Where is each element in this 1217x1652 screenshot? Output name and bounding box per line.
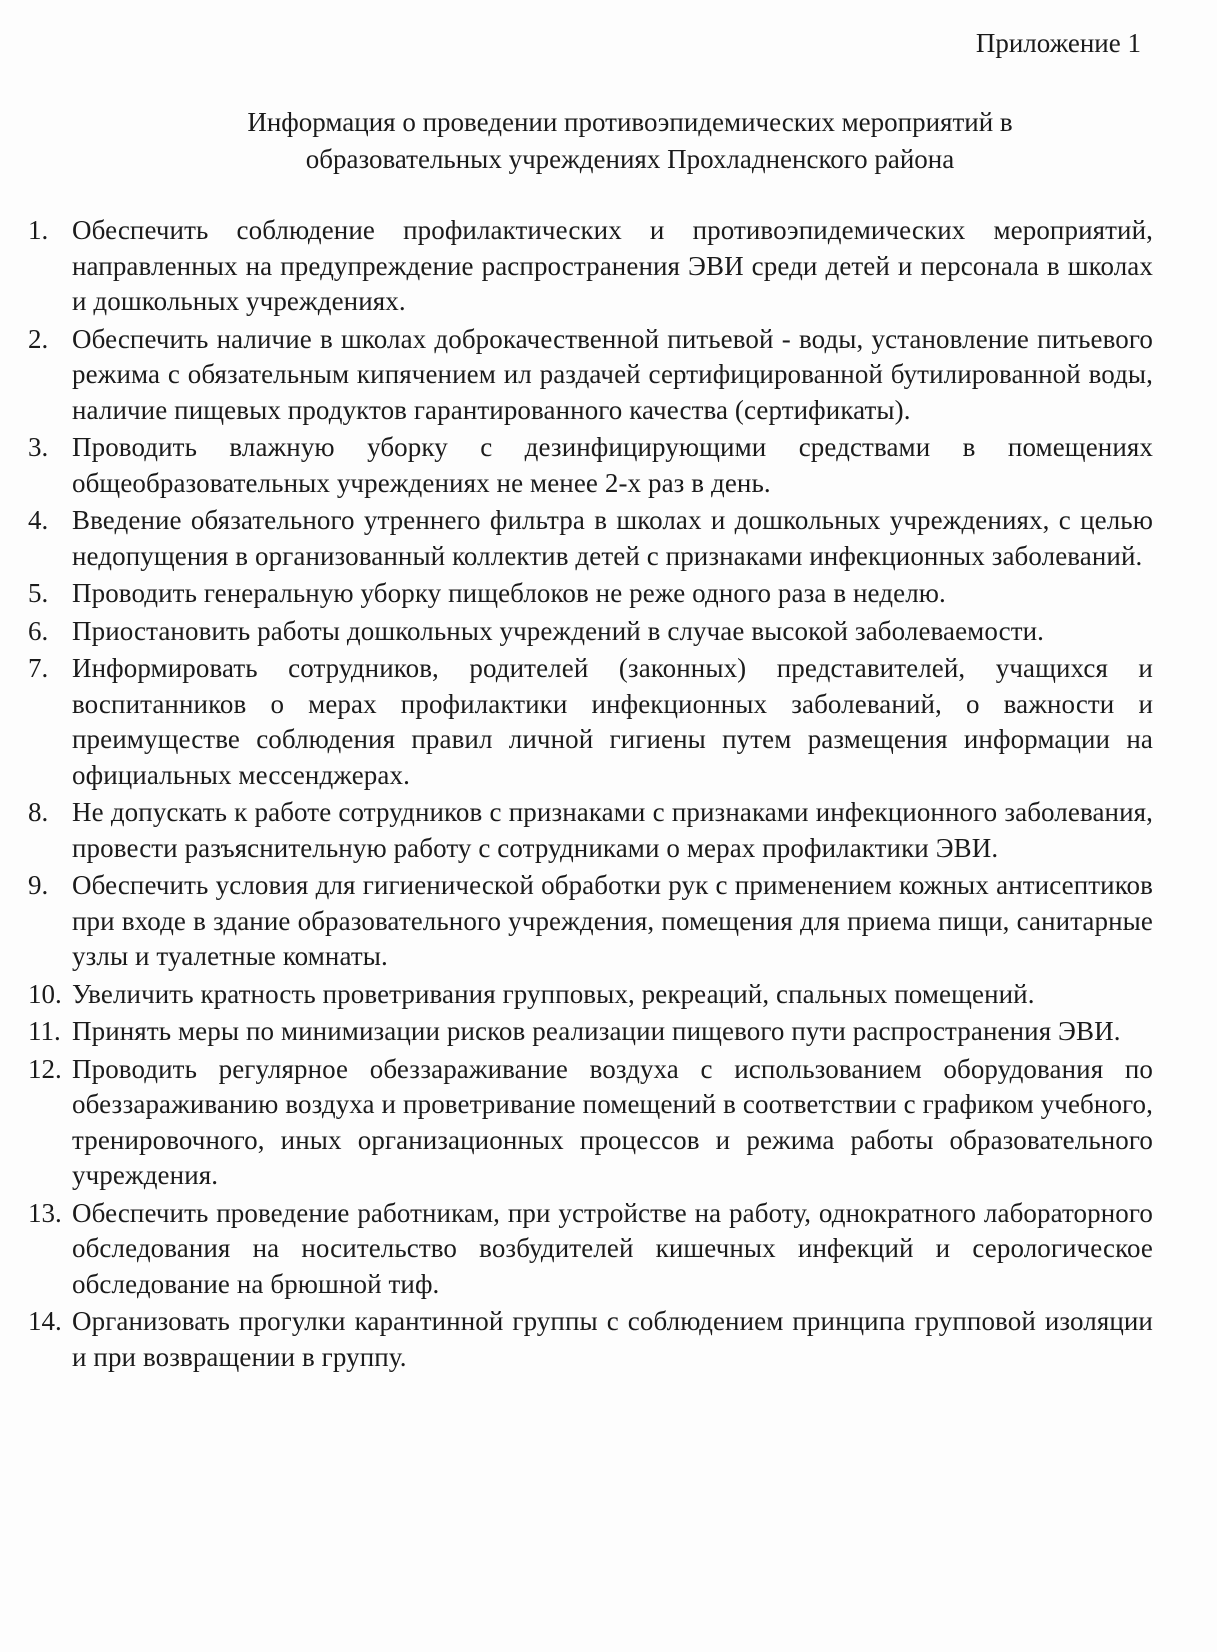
list-item	[28, 576, 1153, 612]
item-number: 12.	[28, 1053, 62, 1084]
list-item	[28, 614, 1153, 650]
list-item	[28, 213, 1153, 320]
list-item	[28, 1196, 1153, 1303]
item-number: 6.	[28, 615, 49, 646]
item-number: 4.	[28, 505, 49, 535]
item-text: Организовать прогулки карантинной группы с соблюдением принципа групповой изоляции и при возвращении в группу.	[72, 1306, 1153, 1372]
list-item	[28, 977, 1153, 1013]
item-number: 9.	[28, 870, 49, 900]
item-number: 2.	[28, 323, 49, 354]
item-number: 13.	[28, 1197, 62, 1228]
item-text: Приостановить работы дошкольных учреждений в случае высокой заболеваемости.	[72, 615, 1045, 646]
item-text: Обеспечить проведение работникам, при устройстве на работу, однократного лабораторного обследования на носительство возбудителей кишечных инфекций и серологическое обследование на брюшной тиф.	[72, 1197, 1153, 1299]
document-title	[150, 104, 1110, 178]
item-number: 1.	[28, 215, 49, 245]
list-item	[28, 1014, 1153, 1050]
measures-list	[28, 213, 1153, 1377]
list-item	[28, 1304, 1153, 1375]
title-line-2: образовательных учреждениях Прохладненского района	[305, 144, 955, 174]
item-number: 14.	[28, 1306, 62, 1336]
item-text: Проводить влажную уборку с дезинфицирующими средствами в помещениях общеобразовательных учреждениях не менее 2-х раз в день.	[72, 432, 1153, 498]
item-text: Обеспечить соблюдение профилактических и противоэпидемических мероприятий, направленных на предупреждение распространения ЭВИ среди детей и персонала в школах и дошкольных учреждениях.	[72, 215, 1153, 316]
item-number: 11.	[28, 1016, 61, 1046]
item-text: Проводить регулярное обеззараживание воздуха с использованием оборудования по обеззараживанию воздуха и проветривание помещений в соответствии с графиком учебного, тренировочного, иных организационных процессов и режима работы образовательного учреждения.	[72, 1053, 1153, 1190]
list-item	[28, 868, 1153, 975]
item-number: 7.	[28, 653, 49, 683]
item-text: Введение обязательного утреннего фильтра в школах и дошкольных учреждениях, с целью недопущения в организованный коллектив детей с признаками инфекционных заболеваний.	[72, 505, 1153, 571]
item-number: 5.	[28, 578, 49, 608]
item-text: Информировать сотрудников, родителей (законных) представителей, учащихся и воспитанников о мерах профилактики инфекционных заболеваний, о важности и преимуществе соблюдения правил личной гигиены путем размещения информации на официальных мессенджерах.	[72, 653, 1153, 790]
appendix-label: Приложение 1	[975, 28, 1141, 58]
list-item	[28, 503, 1153, 574]
list-item	[28, 322, 1153, 429]
item-text: Обеспечить наличие в школах доброкачественной питьевой - воды, установление питьевого режима с обязательным кипячением ил раздачей сертифицированной бутилированной воды, наличие пищевых продуктов гарантированного качества (сертификаты).	[72, 323, 1153, 425]
list-item	[28, 1052, 1153, 1194]
item-text: Обеспечить условия для гигиенической обработки рук с применением кожных антисептиков при входе в здание образовательного учреждения, помещения для приема пищи, санитарные узлы и туалетные комнаты.	[72, 870, 1153, 971]
item-text: Не допускать к работе сотрудников с признаками с признаками инфекционного заболевания, провести разъяснительную работу с сотрудниками о мерах профилактики ЭВИ.	[72, 797, 1153, 863]
item-number: 3.	[28, 432, 49, 462]
item-number: 8.	[28, 797, 49, 827]
item-text: Принять меры по минимизации рисков реализации пищевого пути распространения ЭВИ.	[72, 1016, 1121, 1046]
item-text: Увеличить кратность проветривания групповых, рекреаций, спальных помещений.	[72, 978, 1035, 1009]
title-line-1: Информация о проведении противоэпидемических мероприятий в	[247, 107, 1013, 137]
item-text: Проводить генеральную уборку пищеблоков не реже одного раза в неделю.	[72, 578, 946, 608]
list-item	[28, 430, 1153, 501]
item-number: 10.	[28, 978, 62, 1009]
list-item	[28, 651, 1153, 793]
list-item	[28, 795, 1153, 866]
